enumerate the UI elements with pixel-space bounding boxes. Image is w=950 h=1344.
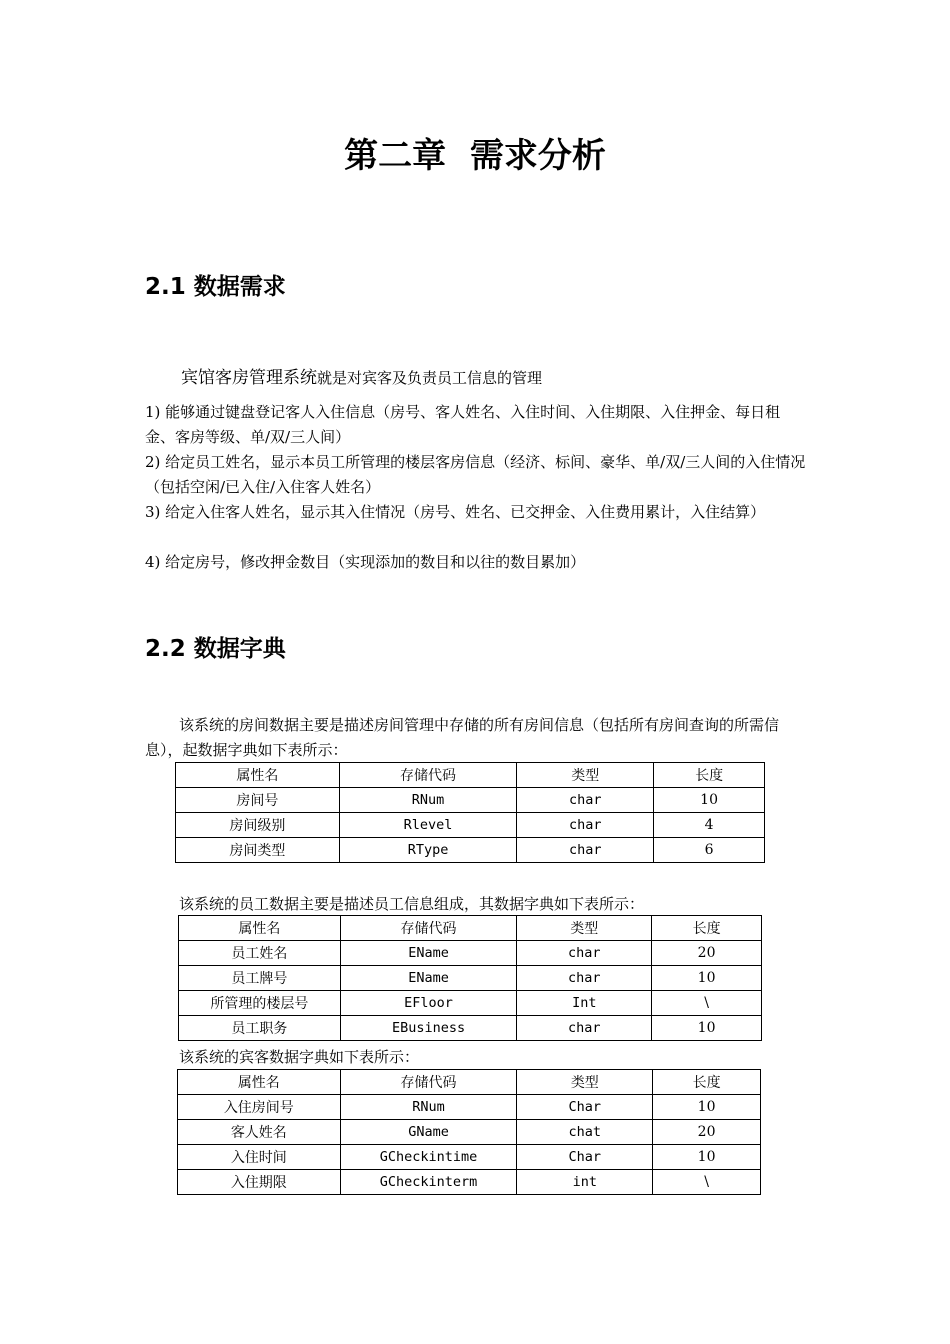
table-header-cell: 长度 [653,1070,761,1095]
requirement-item: 2) 给定员工姓名，显示本员工所管理的楼层客房信息（经济、标间、豪华、单/双/三人间的入住情况（包括空闲/已入住/入住客人姓名） [145,453,806,496]
table-cell: chat [517,1120,653,1145]
table-header-row [178,1070,761,1095]
table-cell: Char [517,1145,653,1170]
section-heading-data-requirements: 2.1 数据需求 [145,274,286,300]
table-cell: 20 [653,1120,761,1145]
requirement-item: 1) 能够通过键盘登记客人入住信息（房号、客人姓名、入住时间、入住期限、入住押金、每日租金、客房等级、单/双/三人间） [145,403,781,446]
table-header-cell: 属性名 [179,916,341,941]
table-row [176,813,765,838]
table-cell: EBusiness [340,1016,517,1041]
table-header-cell: 属性名 [176,763,340,788]
intro-line [181,363,542,388]
table-cell: RNum [340,1095,517,1120]
table-cell: 员工姓名 [179,941,341,966]
table-cell: 6 [654,838,765,863]
table-cell: char [517,1016,652,1041]
system-name: 宾馆客房管理系统 [181,368,317,388]
table-cell: 客人姓名 [178,1120,341,1145]
table-cell: 房间类型 [176,838,340,863]
staff-table-caption: 该系统的员工数据主要是描述员工信息组成，其数据字典如下表所示： [179,895,645,913]
table-cell: 入住期限 [178,1170,341,1195]
table-cell: 20 [652,941,762,966]
table-cell: Int [517,991,652,1016]
page-title: 第二章 需求分析 [344,136,606,176]
table-cell: 10 [652,1016,762,1041]
table-cell: EName [340,966,517,991]
table-cell: Char [517,1095,653,1120]
table-cell: 员工职务 [179,1016,341,1041]
table-cell: Rlevel [339,813,517,838]
table-header-cell: 类型 [517,916,652,941]
table-cell: 4 [654,813,765,838]
table-row [176,838,765,863]
table-cell: char [517,838,654,863]
table-cell: RType [339,838,517,863]
table-cell: 所管理的楼层号 [179,991,341,1016]
table-cell: \ [653,1170,761,1195]
table-cell: 入住时间 [178,1145,341,1170]
table-header-cell: 存储代码 [339,763,517,788]
room-dictionary-table [175,762,765,863]
requirement-item: 4) 给定房号，修改押金数目（实现添加的数目和以往的数目累加） [145,553,586,571]
section-heading-data-dictionary: 2.2 数据字典 [145,636,286,662]
table-row [179,1016,762,1041]
room-table-caption: 该系统的房间数据主要是描述房间管理中存储的所有房间信息（包括所有房间查询的所需信息），起数据字典如下表所示： [145,716,780,759]
table-cell: 10 [653,1145,761,1170]
table-cell: int [517,1170,653,1195]
table-row [179,966,762,991]
table-header-row [176,763,765,788]
requirement-item: 3) 给定入住客人姓名，显示其入住情况（房号、姓名、已交押金、入住费用累计，入住结算） [145,503,766,521]
guest-dictionary-table [177,1069,761,1195]
table-cell: 10 [654,788,765,813]
table-cell: \ [652,991,762,1016]
table-cell: GCheckintime [340,1145,517,1170]
table-header-cell: 长度 [654,763,765,788]
table-cell: RNum [339,788,517,813]
table-cell: char [517,941,652,966]
table-cell: 入住房间号 [178,1095,341,1120]
table-cell: 房间级别 [176,813,340,838]
intro-rest: 就是对宾客及负责员工信息的管理 [317,369,543,387]
table-row [179,941,762,966]
table-row [178,1095,761,1120]
table-cell: GName [340,1120,517,1145]
guest-table-caption: 该系统的宾客数据字典如下表所示： [179,1048,420,1066]
table-cell: 10 [652,966,762,991]
table-row [178,1145,761,1170]
table-cell: 员工牌号 [179,966,341,991]
table-cell: EFloor [340,991,517,1016]
table-cell: char [517,966,652,991]
table-cell: char [517,813,654,838]
table-header-cell: 存储代码 [340,916,517,941]
table-cell: char [517,788,654,813]
table-cell: 房间号 [176,788,340,813]
table-row [179,991,762,1016]
table-header-cell: 存储代码 [340,1070,517,1095]
table-row [178,1170,761,1195]
table-header-cell: 属性名 [178,1070,341,1095]
table-header-row [179,916,762,941]
staff-dictionary-table [178,915,762,1041]
table-cell: EName [340,941,517,966]
table-header-cell: 长度 [652,916,762,941]
table-cell: 10 [653,1095,761,1120]
table-row [178,1120,761,1145]
table-cell: GCheckinterm [340,1170,517,1195]
table-row [176,788,765,813]
table-header-cell: 类型 [517,1070,653,1095]
table-header-cell: 类型 [517,763,654,788]
